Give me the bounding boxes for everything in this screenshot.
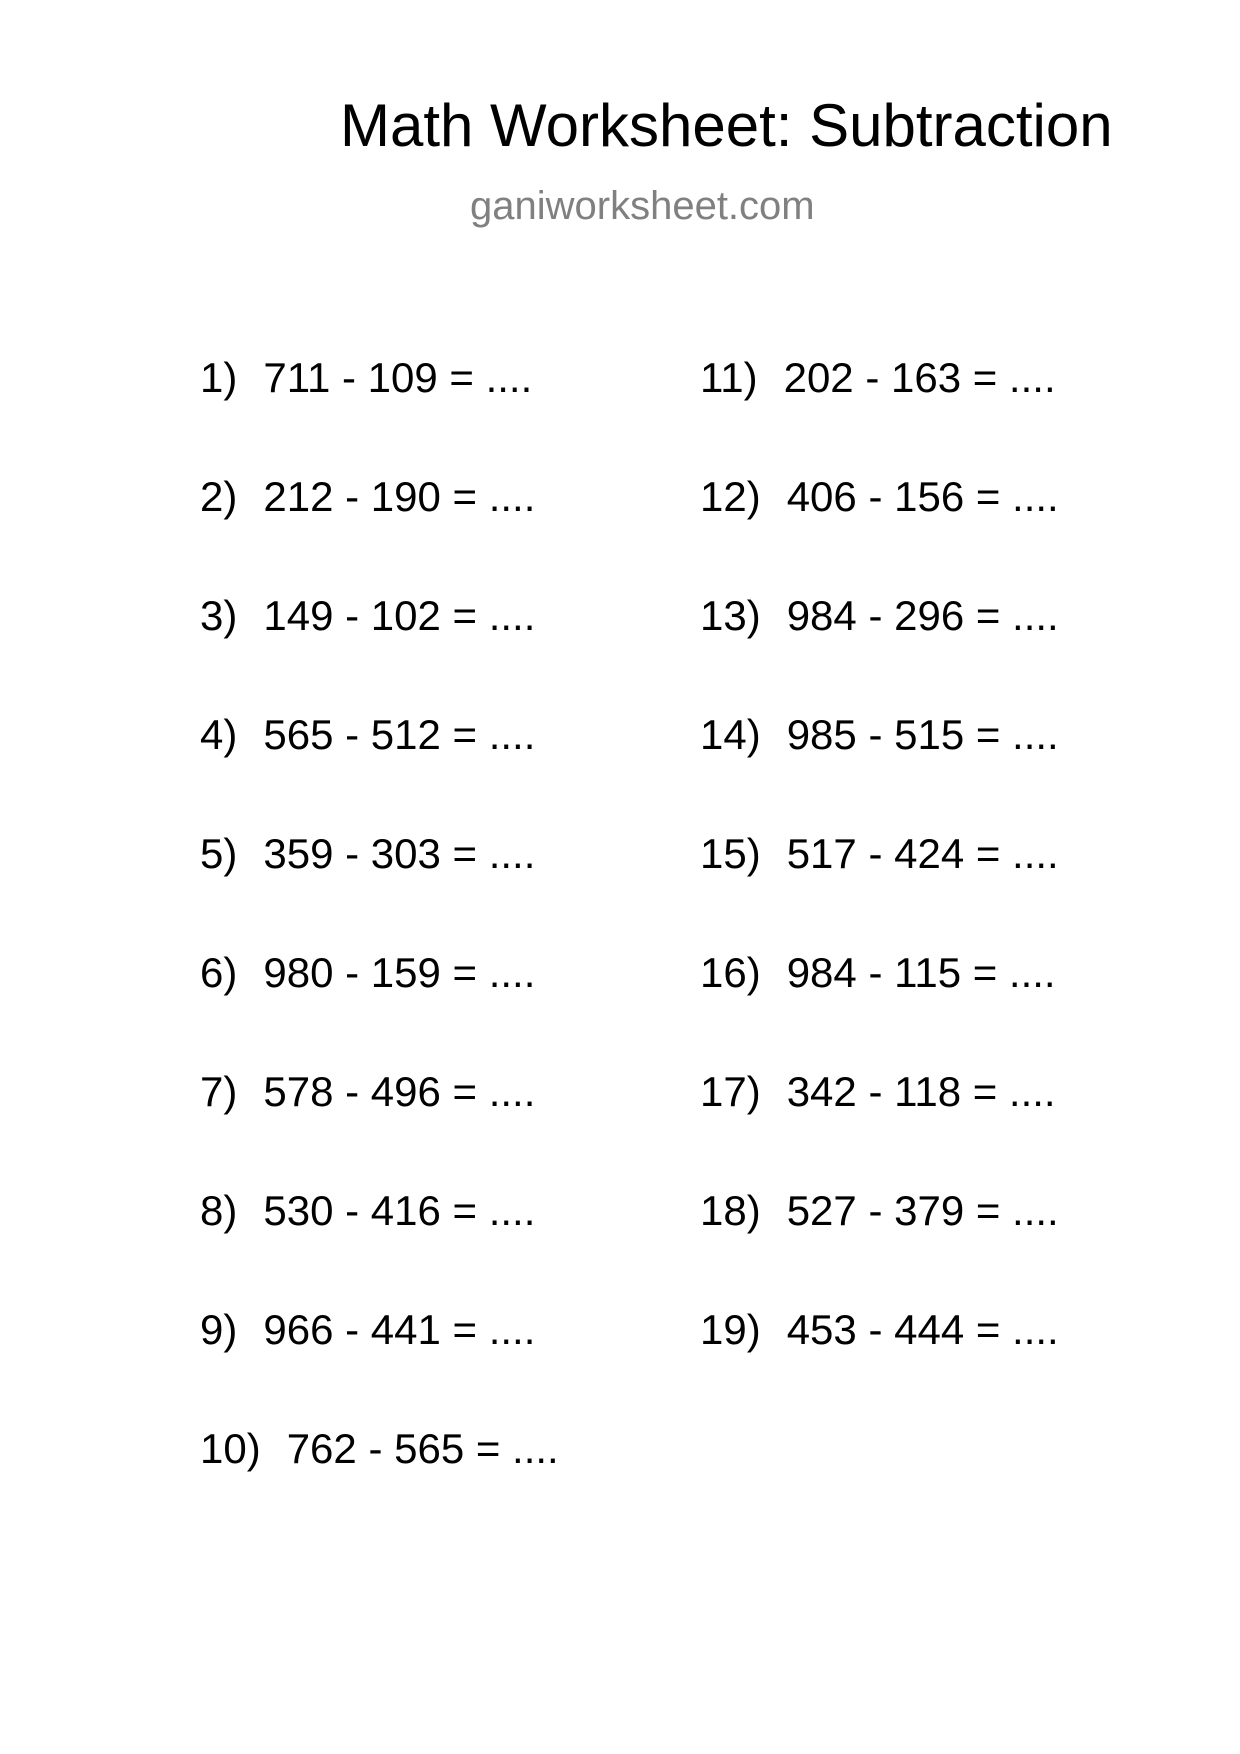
problem-14	[700, 710, 1059, 760]
problem-4	[200, 710, 535, 760]
problem-expression: 578 - 496 = ....	[263, 1068, 536, 1115]
problem-expression: 212 - 190 = ....	[263, 473, 536, 520]
problem-number: 3)	[200, 592, 238, 639]
problem-expression: 565 - 512 = ....	[263, 711, 536, 758]
problem-number: 13)	[700, 592, 761, 639]
problem-8	[200, 1186, 535, 1236]
problem-number: 11)	[700, 354, 758, 401]
problem-17	[700, 1067, 1056, 1117]
problem-number: 1)	[200, 354, 238, 401]
problem-expression: 149 - 102 = ....	[263, 592, 536, 639]
problem-9	[200, 1305, 535, 1355]
problem-number: 18)	[700, 1187, 761, 1234]
problem-expression: 406 - 156 = ....	[786, 473, 1059, 520]
problem-expression: 762 - 565 = ....	[286, 1425, 559, 1472]
problem-number: 5)	[200, 830, 238, 877]
problem-expression: 453 - 444 = ....	[786, 1306, 1059, 1353]
problem-5	[200, 829, 535, 879]
problem-number: 17)	[700, 1068, 761, 1115]
problem-expression: 984 - 115 = ....	[786, 949, 1056, 996]
problem-expression: 530 - 416 = ....	[263, 1187, 536, 1234]
problem-number: 6)	[200, 949, 238, 996]
site-name: ganiworksheet.com	[470, 184, 815, 228]
problem-number: 10)	[200, 1425, 261, 1472]
problem-expression: 359 - 303 = ....	[263, 830, 536, 877]
problem-16	[700, 948, 1056, 998]
problem-12	[700, 472, 1059, 522]
problem-expression: 985 - 515 = ....	[786, 711, 1059, 758]
problem-19	[700, 1305, 1059, 1355]
problem-number: 7)	[200, 1068, 238, 1115]
problem-number: 15)	[700, 830, 761, 877]
page-title: Math Worksheet: Subtraction	[340, 92, 1113, 159]
problem-expression: 984 - 296 = ....	[786, 592, 1059, 639]
problem-expression: 202 - 163 = ....	[783, 354, 1056, 401]
problem-6	[200, 948, 535, 998]
problem-number: 16)	[700, 949, 761, 996]
problem-number: 19)	[700, 1306, 761, 1353]
problem-expression: 711 - 109 = ....	[263, 354, 533, 401]
problem-number: 12)	[700, 473, 761, 520]
problem-number: 8)	[200, 1187, 238, 1234]
problem-15	[700, 829, 1059, 879]
problem-2	[200, 472, 535, 522]
problem-expression: 966 - 441 = ....	[263, 1306, 536, 1353]
problem-number: 14)	[700, 711, 761, 758]
problem-1	[200, 353, 532, 403]
problem-expression: 980 - 159 = ....	[263, 949, 536, 996]
problem-number: 2)	[200, 473, 238, 520]
problem-expression: 342 - 118 = ....	[786, 1068, 1056, 1115]
problem-number: 9)	[200, 1306, 238, 1353]
problem-number: 4)	[200, 711, 238, 758]
problem-7	[200, 1067, 535, 1117]
problem-expression: 517 - 424 = ....	[786, 830, 1059, 877]
problem-18	[700, 1186, 1059, 1236]
problem-11	[700, 353, 1056, 403]
problem-10	[200, 1424, 559, 1474]
problem-13	[700, 591, 1059, 641]
problem-3	[200, 591, 535, 641]
problem-expression: 527 - 379 = ....	[786, 1187, 1059, 1234]
